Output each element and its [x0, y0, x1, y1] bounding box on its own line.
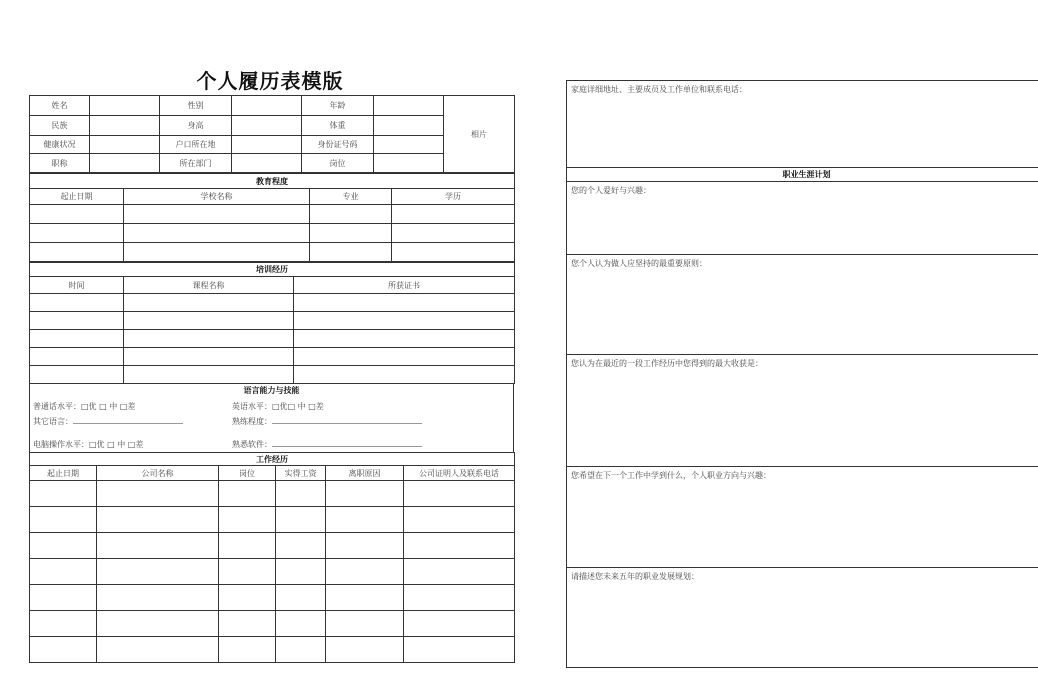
- cell[interactable]: [97, 507, 219, 533]
- checkbox-good[interactable]: □优: [89, 440, 105, 449]
- field-name[interactable]: [90, 96, 160, 116]
- cell[interactable]: [219, 559, 276, 585]
- cell[interactable]: [310, 205, 392, 224]
- cell[interactable]: [276, 559, 326, 585]
- checkbox-poor[interactable]: □差: [127, 440, 144, 449]
- proficiency-field[interactable]: [272, 423, 422, 424]
- cell[interactable]: [326, 481, 404, 507]
- cell[interactable]: [97, 637, 219, 663]
- cell[interactable]: [219, 533, 276, 559]
- education-header: 学历: [392, 189, 515, 205]
- cell[interactable]: [124, 243, 310, 262]
- education-header: 专业: [310, 189, 392, 205]
- cell[interactable]: [404, 559, 515, 585]
- cell[interactable]: [326, 507, 404, 533]
- work-row: [30, 533, 515, 559]
- cell[interactable]: [310, 224, 392, 243]
- work-header: 公司名称: [97, 466, 219, 481]
- english-label: 英语水平：: [232, 401, 272, 411]
- cell[interactable]: [30, 366, 124, 384]
- work-header: 实得工资: [276, 466, 326, 481]
- cell[interactable]: [30, 294, 124, 312]
- cell[interactable]: [30, 205, 124, 224]
- cell[interactable]: [326, 637, 404, 663]
- education-table: [29, 173, 515, 262]
- language-section: [29, 384, 514, 452]
- cell[interactable]: [276, 481, 326, 507]
- field-ethnicity[interactable]: [90, 116, 160, 136]
- label-age: 年龄: [302, 96, 374, 116]
- work-row: [30, 507, 515, 533]
- label-job-title: 职称: [30, 154, 90, 173]
- work-header: 公司证明人及联系电话: [404, 466, 515, 481]
- label-department: 所在部门: [160, 154, 232, 173]
- cell[interactable]: [392, 243, 515, 262]
- computer-skill-label: 电脑操作水平：: [33, 440, 89, 449]
- cell[interactable]: [97, 611, 219, 637]
- basic-info-table: [29, 95, 515, 173]
- proficiency-label: 熟练程度：: [232, 416, 272, 426]
- education-header: 学校名称: [124, 189, 310, 205]
- cell[interactable]: [30, 585, 97, 611]
- language-heading: 语言能力与技能: [243, 386, 300, 395]
- education-heading: 教育程度: [30, 174, 515, 189]
- training-header: 课程名称: [124, 277, 294, 294]
- cell[interactable]: [326, 585, 404, 611]
- cell[interactable]: [326, 533, 404, 559]
- field-post[interactable]: [374, 154, 444, 173]
- field-job-title[interactable]: [90, 154, 160, 173]
- cell[interactable]: [30, 507, 97, 533]
- cell[interactable]: [30, 637, 97, 663]
- field-id-no[interactable]: [374, 136, 444, 154]
- cell[interactable]: [124, 330, 294, 348]
- checkbox-good[interactable]: □优: [272, 401, 288, 411]
- other-language-label: 其它语言：: [33, 416, 73, 426]
- field-department[interactable]: [232, 154, 302, 173]
- cell[interactable]: [310, 243, 392, 262]
- cell[interactable]: [30, 224, 124, 243]
- cell[interactable]: [276, 507, 326, 533]
- cell[interactable]: [30, 243, 124, 262]
- label-ethnicity: 民族: [30, 116, 90, 136]
- training-row: [30, 294, 515, 312]
- resume-form-right: [566, 80, 1038, 668]
- cell[interactable]: [97, 559, 219, 585]
- education-header: 起止日期: [30, 189, 124, 205]
- label-hukou: 户口所在地: [160, 136, 232, 154]
- label-id-no: 身份证号码: [302, 136, 374, 154]
- cell[interactable]: [326, 611, 404, 637]
- checkbox-good[interactable]: □优: [81, 401, 97, 411]
- education-row: [30, 224, 515, 243]
- gain-field[interactable]: 您认为在最近的一段工作经历中您得到的最大收获是：: [567, 355, 1038, 467]
- mandarin-label: 普通话水平：: [33, 401, 81, 411]
- principle-field[interactable]: 您个人认为做人应坚持的最重要原则：: [567, 255, 1038, 355]
- cell[interactable]: [124, 348, 294, 366]
- training-table: [29, 262, 515, 384]
- label-health: 健康状况: [30, 136, 90, 154]
- cell[interactable]: [392, 224, 515, 243]
- label-gender: 性别: [160, 96, 232, 116]
- cell[interactable]: [30, 330, 124, 348]
- training-header: 所获证书: [294, 277, 515, 294]
- cell[interactable]: [30, 611, 97, 637]
- cell[interactable]: [124, 205, 310, 224]
- label-post: 岗位: [302, 154, 374, 173]
- cell[interactable]: [124, 366, 294, 384]
- training-row: [30, 348, 515, 366]
- label-height: 身高: [160, 116, 232, 136]
- cell[interactable]: [294, 294, 515, 312]
- cell[interactable]: [219, 585, 276, 611]
- career-plan-table: [566, 80, 1038, 668]
- checkbox-mid[interactable]: □ 中: [287, 401, 306, 411]
- career-plan-heading: 职业生涯计划: [567, 168, 1038, 182]
- field-height[interactable]: [232, 116, 302, 136]
- training-heading: 培训经历: [30, 263, 515, 277]
- work-header: 离职原因: [326, 466, 404, 481]
- cell[interactable]: [404, 585, 515, 611]
- cell[interactable]: [294, 348, 515, 366]
- cell[interactable]: [326, 559, 404, 585]
- cell[interactable]: [124, 224, 310, 243]
- cell[interactable]: [404, 507, 515, 533]
- hobbies-field[interactable]: 您的个人爱好与兴趣：: [567, 182, 1038, 255]
- work-row: [30, 611, 515, 637]
- field-age[interactable]: [374, 96, 444, 116]
- learning-goal-field[interactable]: 您希望在下一个工作中学到什么，个人职业方向与兴趣：: [567, 467, 1038, 568]
- family-info-field[interactable]: 家庭详细地址、主要成员及工作单位和联系电话：: [567, 81, 1038, 168]
- cell[interactable]: [276, 637, 326, 663]
- software-field[interactable]: [272, 446, 422, 447]
- training-row: [30, 366, 515, 384]
- cell[interactable]: [276, 533, 326, 559]
- five-year-plan-field[interactable]: 请描述您未来五年的职业发展规划：: [567, 568, 1038, 668]
- cell[interactable]: [392, 205, 515, 224]
- cell[interactable]: [219, 481, 276, 507]
- work-header: 起止日期: [30, 466, 97, 481]
- cell[interactable]: [30, 312, 124, 330]
- cell[interactable]: [219, 611, 276, 637]
- cell[interactable]: [97, 481, 219, 507]
- work-row: [30, 637, 515, 663]
- checkbox-mid[interactable]: □ 中: [107, 440, 126, 449]
- work-row: [30, 481, 515, 507]
- cell[interactable]: [30, 481, 97, 507]
- cell[interactable]: [404, 533, 515, 559]
- work-table: [29, 452, 515, 663]
- page-title: 个人履历表模版: [196, 69, 344, 93]
- cell[interactable]: [30, 559, 97, 585]
- cell[interactable]: [124, 294, 294, 312]
- education-row: [30, 205, 515, 224]
- field-hukou[interactable]: [232, 136, 302, 154]
- cell[interactable]: [219, 507, 276, 533]
- cell[interactable]: [30, 533, 97, 559]
- cell[interactable]: [404, 611, 515, 637]
- field-weight[interactable]: [374, 116, 444, 136]
- work-row: [30, 559, 515, 585]
- field-gender[interactable]: [232, 96, 302, 116]
- cell[interactable]: [124, 312, 294, 330]
- training-row: [30, 312, 515, 330]
- cell[interactable]: [97, 585, 219, 611]
- checkbox-poor[interactable]: □差: [119, 401, 136, 411]
- checkbox-mid[interactable]: □ 中: [99, 401, 118, 411]
- work-header: 岗位: [219, 466, 276, 481]
- cell[interactable]: [276, 585, 326, 611]
- cell[interactable]: [30, 348, 124, 366]
- work-row: [30, 585, 515, 611]
- other-language-field[interactable]: [73, 423, 183, 424]
- cell[interactable]: [294, 366, 515, 384]
- cell[interactable]: [219, 637, 276, 663]
- work-heading: 工作经历: [30, 453, 515, 466]
- cell[interactable]: [276, 611, 326, 637]
- cell[interactable]: [294, 312, 515, 330]
- cell[interactable]: [294, 330, 515, 348]
- cell[interactable]: [97, 533, 219, 559]
- education-row: [30, 243, 515, 262]
- software-label: 熟悉软件：: [232, 440, 272, 449]
- resume-form-left: [29, 95, 514, 663]
- training-row: [30, 330, 515, 348]
- checkbox-poor[interactable]: □差: [308, 401, 324, 411]
- field-health[interactable]: [90, 136, 160, 154]
- label-name: 姓名: [30, 96, 90, 116]
- cell[interactable]: [404, 481, 515, 507]
- label-weight: 体重: [302, 116, 374, 136]
- training-header: 时间: [30, 277, 124, 294]
- cell[interactable]: [404, 637, 515, 663]
- photo-box: 相片: [444, 96, 515, 173]
